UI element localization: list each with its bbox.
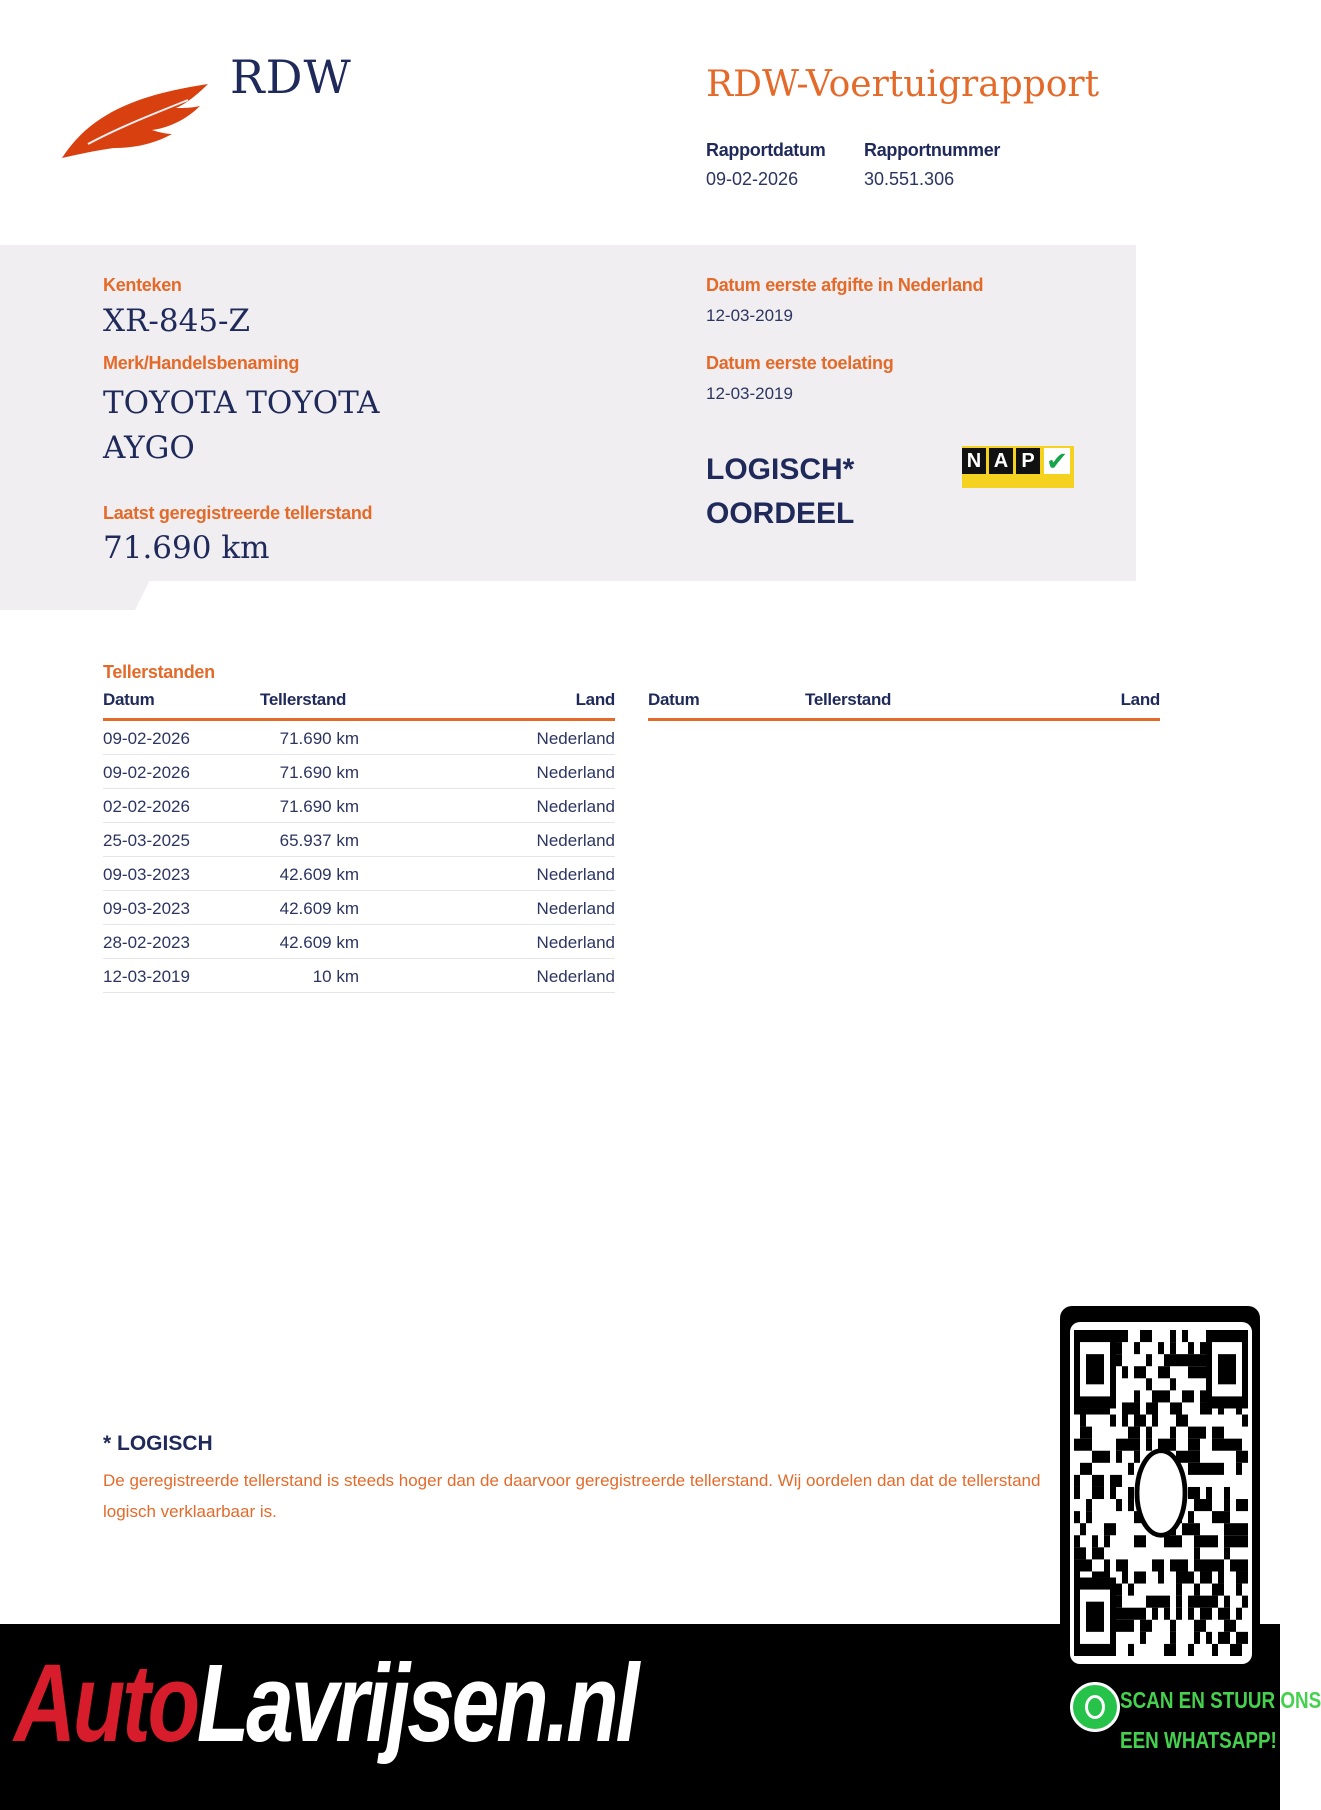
qr-code-icon[interactable] bbox=[1074, 1330, 1248, 1656]
table-row bbox=[103, 823, 615, 857]
whatsapp-phone-icon bbox=[1085, 1695, 1105, 1719]
nap-letter-p: P bbox=[1016, 448, 1040, 474]
table-row bbox=[103, 789, 615, 823]
make-label: Merk/Handelsbenaming bbox=[103, 353, 300, 373]
table-row bbox=[103, 721, 615, 755]
cell-odometer: 10 km bbox=[312, 967, 359, 986]
header-country: Land bbox=[575, 690, 615, 709]
report-number-label: Rapportnummer bbox=[864, 140, 1001, 160]
whatsapp-icon bbox=[1070, 1682, 1120, 1732]
odometer-table-left bbox=[103, 690, 615, 993]
header-country: Land bbox=[1120, 690, 1160, 709]
report-title: RDW-Voertuigrapport bbox=[706, 64, 1100, 105]
first-admission-label: Datum eerste toelating bbox=[706, 353, 894, 373]
whatsapp-cta bbox=[1120, 1680, 1321, 1760]
header-odometer: Tellerstand bbox=[260, 690, 347, 709]
table-header bbox=[648, 690, 1160, 721]
cell-country: Nederland bbox=[536, 831, 615, 850]
report-date: 09-02-2026 bbox=[706, 169, 799, 189]
cell-odometer: 42.609 km bbox=[279, 865, 359, 884]
whatsapp-cta-line2: EEN WHATSAPP! bbox=[1120, 1727, 1277, 1753]
cell-odometer: 71.690 km bbox=[279, 797, 359, 816]
odometer-section-label: Tellerstanden bbox=[103, 662, 215, 682]
cell-date: 02-02-2026 bbox=[103, 797, 190, 816]
cell-date: 12-03-2019 bbox=[103, 967, 190, 986]
cell-country: Nederland bbox=[536, 865, 615, 884]
cell-date: 25-03-2025 bbox=[103, 831, 190, 850]
cell-odometer: 71.690 km bbox=[279, 729, 359, 748]
odometer-table-right bbox=[648, 690, 1160, 721]
table-row bbox=[103, 857, 615, 891]
odometer-label: Laatst geregistreerde tellerstand bbox=[103, 503, 373, 523]
dealer-logo-lavrijsen: Lavrijsen.nl bbox=[196, 1642, 637, 1765]
rdw-logo-icon bbox=[58, 78, 214, 164]
odometer-value: 71.690 km bbox=[103, 530, 270, 566]
cell-country: Nederland bbox=[536, 763, 615, 782]
cell-odometer: 42.609 km bbox=[279, 933, 359, 952]
header-odometer: Tellerstand bbox=[805, 690, 892, 709]
cell-country: Nederland bbox=[536, 729, 615, 748]
plate-value: XR-845-Z bbox=[103, 303, 251, 339]
brand-name: RDW bbox=[230, 50, 352, 104]
first-admission-value: 12-03-2019 bbox=[706, 384, 793, 403]
dealer-logo-auto: Auto bbox=[14, 1642, 197, 1765]
table-header bbox=[103, 690, 615, 721]
cell-date: 09-03-2023 bbox=[103, 865, 190, 884]
cell-date: 09-03-2023 bbox=[103, 899, 190, 918]
nap-check-icon: ✔ bbox=[1044, 448, 1070, 474]
table-row bbox=[103, 755, 615, 789]
report-date-label: Rapportdatum bbox=[706, 140, 826, 160]
header-date: Datum bbox=[103, 690, 155, 709]
cell-date: 09-02-2026 bbox=[103, 763, 190, 782]
table-row bbox=[103, 959, 615, 993]
footnote-text: De geregistreerde tellerstand is steeds hoger dan de daarvoor geregistreerde tellerstand. Wij oordelen dan dat de tellerstand logisch verklaarbaar is. bbox=[103, 1471, 1041, 1521]
make-value-line2: AYGO bbox=[103, 430, 195, 466]
cell-odometer: 71.690 km bbox=[279, 763, 359, 782]
cell-odometer: 65.937 km bbox=[279, 831, 359, 850]
make-value-line1: TOYOTA TOYOTA bbox=[103, 385, 380, 421]
nap-badge bbox=[962, 446, 1074, 488]
cell-country: Nederland bbox=[536, 797, 615, 816]
cell-date: 09-02-2026 bbox=[103, 729, 190, 748]
cell-country: Nederland bbox=[536, 899, 615, 918]
cell-date: 28-02-2023 bbox=[103, 933, 190, 952]
plate-label: Kenteken bbox=[103, 275, 182, 295]
header-date: Datum bbox=[648, 690, 700, 709]
footnote-title: * LOGISCH bbox=[103, 1432, 213, 1455]
verdict-line2: OORDEEL bbox=[706, 497, 855, 530]
vehicle-panel-tab bbox=[0, 580, 150, 610]
nap-letter-n: N bbox=[962, 448, 986, 474]
cell-country: Nederland bbox=[536, 967, 615, 986]
cell-country: Nederland bbox=[536, 933, 615, 952]
table-row bbox=[103, 891, 615, 925]
first-nl-value: 12-03-2019 bbox=[706, 306, 793, 325]
cell-odometer: 42.609 km bbox=[279, 899, 359, 918]
verdict-line1: LOGISCH* bbox=[706, 453, 855, 486]
dealer-logo-text bbox=[14, 1640, 636, 1767]
table-row bbox=[103, 925, 615, 959]
whatsapp-cta-line1: SCAN EN STUUR ONS bbox=[1120, 1687, 1321, 1713]
nap-letter-a: A bbox=[989, 448, 1013, 474]
report-number: 30.551.306 bbox=[864, 169, 955, 189]
first-nl-label: Datum eerste afgifte in Nederland bbox=[706, 275, 984, 295]
